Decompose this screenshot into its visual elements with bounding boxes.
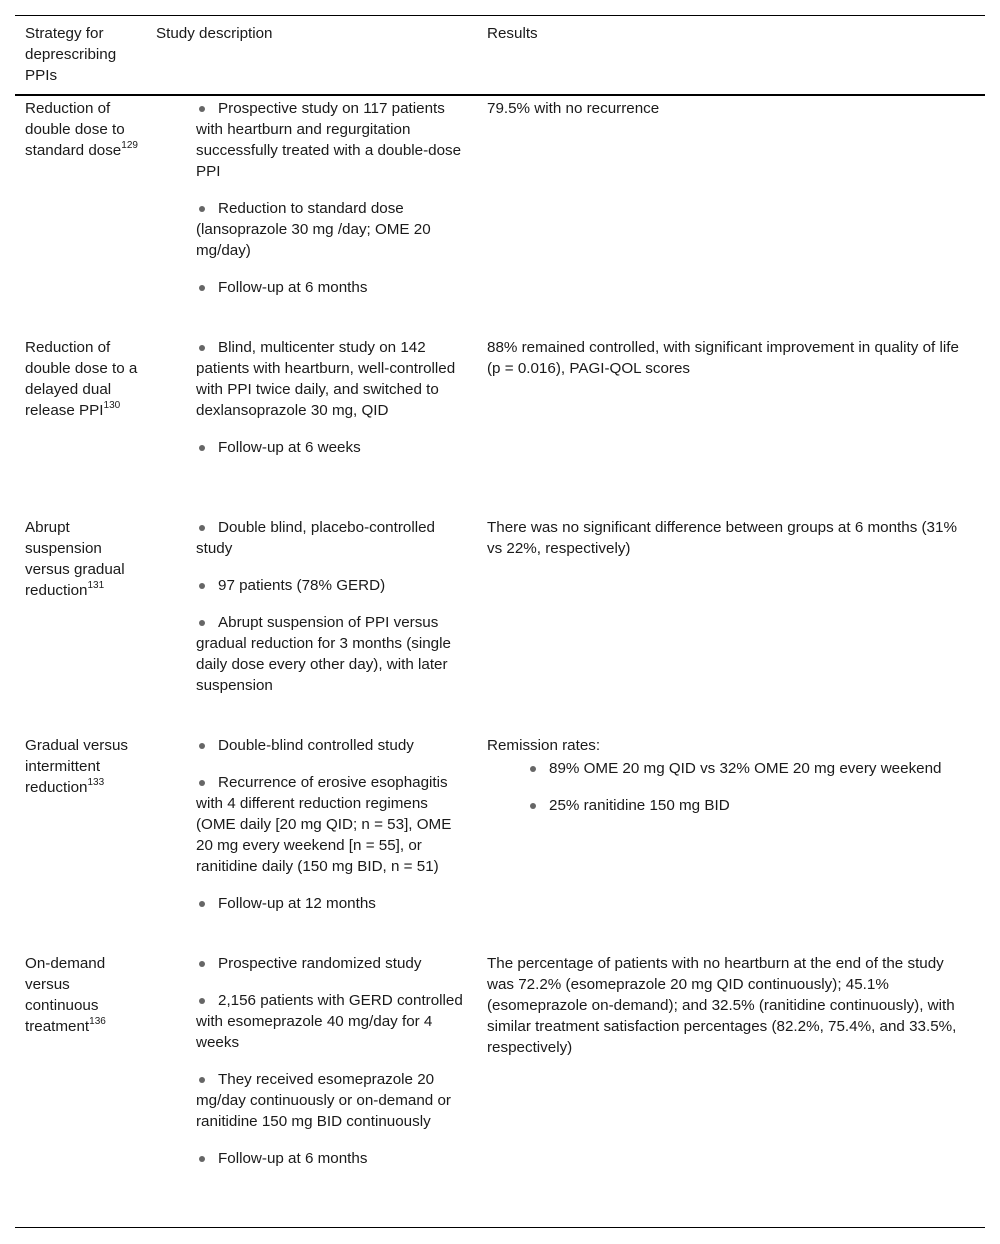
bullet-icon: [199, 998, 205, 1004]
description-item: Reduction to standard dose (lansoprazole 30 mg /day; OME 20 mg/day): [196, 200, 431, 259]
strategy-text: Reduction of double dose to standard dose: [25, 100, 125, 159]
header-results: Results: [487, 25, 538, 42]
table-row: [15, 515, 985, 733]
bullet-icon: [530, 803, 536, 809]
description-list: [196, 735, 467, 914]
strategy-cell: [15, 95, 146, 335]
results-item: 89% OME 20 mg QID vs 32% OME 20 mg every weekend: [527, 758, 965, 779]
bullet-icon: [199, 285, 205, 291]
results-list: [527, 758, 965, 816]
description-item: They received esomeprazole 20 mg/day continuously or on-demand or ranitidine 150 mg BID continuously: [196, 1071, 451, 1130]
description-item: Follow-up at 6 months: [196, 277, 467, 298]
strategy-cell: [15, 951, 146, 1213]
bullet-icon: [199, 206, 205, 212]
bullet-icon: [199, 1156, 205, 1162]
description-cell: [146, 95, 477, 335]
description-list: [196, 337, 467, 458]
reference-number: 130: [103, 399, 121, 411]
reference-number: 136: [89, 1015, 106, 1027]
bullet-icon: [199, 780, 205, 786]
results-cell: [477, 733, 985, 951]
bullet-icon: [199, 901, 205, 907]
results-cell: The percentage of patients with no heartburn at the end of the study was 72.2% (esomeprazole 20 mg QID continuously); 45.1% (esomeprazole on-demand); and 32.5% (ranitidine continuously), with similar treatment satisfaction percentages (82.2%, 75.4%, and 33.5%, respectively): [487, 955, 957, 1056]
description-item: Prospective study on 117 patients with heartburn and regurgitation successfully treated with a double-dose PPI: [196, 100, 462, 180]
description-item: 2,156 patients with GERD controlled with esomeprazole 40 mg/day for 4 weeks: [196, 992, 463, 1051]
description-cell: [146, 515, 477, 733]
reference-number: 133: [87, 776, 105, 788]
description-cell: [146, 733, 477, 951]
description-item: Abrupt suspension of PPI versus gradual reduction for 3 months (single daily dose every other day), with later suspension: [196, 614, 451, 694]
description-cell: [146, 951, 477, 1213]
results-cell: There was no significant difference between groups at 6 months (31% vs 22%, respectively): [487, 519, 957, 557]
strategy-text: Gradual versus intermittent reduction: [25, 737, 128, 796]
description-cell: [146, 335, 477, 515]
bullet-icon: [199, 961, 205, 967]
table-body: [15, 95, 985, 1213]
description-item: Recurrence of erosive esophagitis with 4 different reduction regimens (OME daily [20 mg QID; n = 53], OME 20 mg every weekend [n = 55], or ranitidine daily (150 mg BID, n = 51): [196, 774, 452, 875]
results-item: 25% ranitidine 150 mg BID: [527, 795, 965, 816]
description-list: [196, 98, 467, 298]
bullet-icon: [199, 583, 205, 589]
description-item: Double blind, placebo-controlled study: [196, 519, 435, 557]
bullet-icon: [199, 620, 205, 626]
ppi-deprescribing-table: [15, 16, 985, 1213]
table-row: [15, 335, 985, 515]
header-row: [15, 16, 985, 95]
bullet-icon: [199, 1077, 205, 1083]
results-intro: Remission rates:: [487, 737, 601, 754]
bullet-icon: [530, 766, 536, 772]
strategy-cell: [15, 335, 146, 515]
bullet-icon: [199, 743, 205, 749]
table-header: [15, 16, 985, 95]
strategy-text: Reduction of double dose to a delayed dual release PPI: [25, 339, 138, 419]
description-item: Blind, multicenter study on 142 patients with heartburn, well-controlled with PPI twice daily, and switched to dexlansoprazole 30 mg, QID: [196, 339, 456, 419]
description-item: Follow-up at 6 months: [196, 1148, 467, 1169]
table-row: [15, 951, 985, 1213]
results-cell: 79.5% with no recurrence: [487, 100, 660, 117]
results-cell: 88% remained controlled, with significant improvement in quality of life (p = 0.016), PAGI-QOL scores: [487, 339, 959, 377]
reference-number: 129: [121, 139, 138, 151]
description-list: [196, 953, 467, 1169]
header-strategy: Strategy for deprescribing PPIs: [25, 25, 117, 84]
description-item: 97 patients (78% GERD): [196, 575, 467, 596]
bullet-icon: [199, 345, 205, 351]
description-item: Follow-up at 12 months: [196, 893, 467, 914]
ppi-deprescribing-table-container: [15, 15, 985, 1213]
strategy-text: Abrupt suspension versus gradual reduction: [25, 519, 125, 599]
table-bottom-rule: [15, 1227, 985, 1228]
table-row: [15, 733, 985, 951]
description-item: Double-blind controlled study: [196, 735, 467, 756]
strategy-text: On-demand versus continuous treatment: [25, 955, 106, 1035]
table-row: [15, 95, 985, 335]
description-item: Prospective randomized study: [196, 953, 467, 974]
header-description: Study description: [156, 25, 273, 42]
reference-number: 131: [87, 579, 105, 591]
description-item: Follow-up at 6 weeks: [196, 437, 467, 458]
strategy-cell: [15, 733, 146, 951]
strategy-cell: [15, 515, 146, 733]
bullet-icon: [199, 445, 205, 451]
bullet-icon: [199, 525, 205, 531]
bullet-icon: [199, 106, 205, 112]
description-list: [196, 517, 467, 696]
